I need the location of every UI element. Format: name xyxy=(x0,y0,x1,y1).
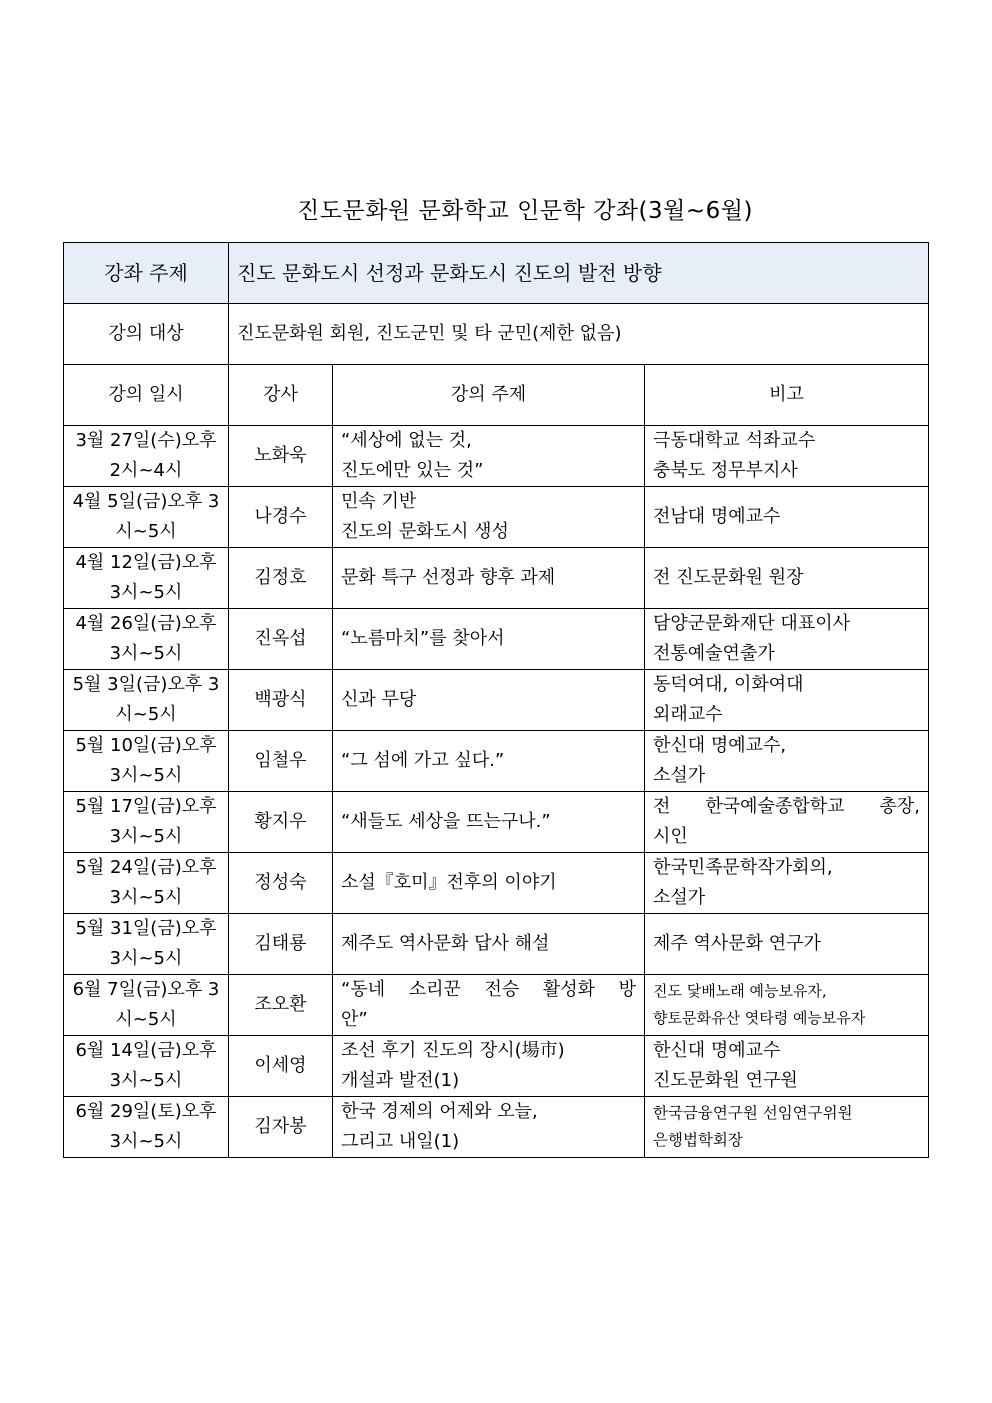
lecture-topic-line: 제주도 역사문화 답사 해설 xyxy=(341,933,550,954)
subject-value: 진도 문화도시 선정과 문화도시 진도의 발전 방향 xyxy=(229,243,929,304)
lecture-date xyxy=(64,1036,229,1097)
lecture-note-line: 전남대 명예교수 xyxy=(653,506,781,527)
lecture-date-day: 4월 26일(금) xyxy=(75,613,182,634)
lecture-date-day: 5월 10일(금) xyxy=(75,735,182,756)
lecturer-name xyxy=(229,1097,333,1158)
table-row xyxy=(64,670,929,731)
lecture-note-line: 극동대학교 석좌교수 xyxy=(653,430,816,451)
lecture-date-time: 오후 3시~5시 xyxy=(109,857,217,908)
lecturer-name-text: 황지우 xyxy=(254,811,307,832)
lecture-topic xyxy=(333,1097,645,1158)
lecture-note-line: 제주 역사문화 연구가 xyxy=(653,933,821,954)
lecture-note xyxy=(645,670,929,731)
lecture-note xyxy=(645,792,929,853)
lecture-date-time: 오후 3시~5시 xyxy=(115,674,220,725)
lecturer-name-text: 정성숙 xyxy=(254,872,307,893)
lecturer-name xyxy=(229,853,333,914)
lecture-date-time: 오후 2시~4시 xyxy=(109,430,217,481)
lecture-date xyxy=(64,426,229,487)
lecture-date xyxy=(64,914,229,975)
lecturer-name xyxy=(229,548,333,609)
lecture-note-line: 충북도 정무부지사 xyxy=(653,460,798,481)
lecturer-name-text: 노화욱 xyxy=(254,445,307,466)
lecturer-name-text: 김태룡 xyxy=(254,933,307,954)
lecture-date xyxy=(64,670,229,731)
lecture-note xyxy=(645,609,929,670)
target-label: 강의 대상 xyxy=(64,304,229,365)
lecturer-name-text: 백광식 xyxy=(254,689,307,710)
lecture-date xyxy=(64,792,229,853)
lecturer-name xyxy=(229,670,333,731)
lecture-topic xyxy=(333,548,645,609)
table-row xyxy=(64,853,929,914)
lecture-topic-line: 개설과 발전(1) xyxy=(341,1070,460,1091)
lecture-topic xyxy=(333,670,645,731)
table-row xyxy=(64,487,929,548)
lecturer-name xyxy=(229,914,333,975)
lecture-topic-line: “세상에 없는 것, xyxy=(341,430,472,451)
lecture-note xyxy=(645,975,929,1036)
lecture-topic xyxy=(333,609,645,670)
lecturer-name-text: 조오환 xyxy=(254,994,307,1015)
table-row xyxy=(64,609,929,670)
lecture-topic-line: “동네 소리꾼 전승 활성화 방 xyxy=(341,979,636,1000)
lecturer-name xyxy=(229,975,333,1036)
lecture-date xyxy=(64,731,229,792)
column-header-row xyxy=(64,365,929,426)
lecture-topic-line: 그리고 내일(1) xyxy=(341,1131,460,1152)
lecture-date-time: 오후 3시~5시 xyxy=(109,1101,217,1152)
table-row xyxy=(64,426,929,487)
lecture-note-line: 전 한국예술종합학교 총장, xyxy=(653,796,921,817)
lecture-date xyxy=(64,487,229,548)
lecture-topic-line: 신과 무당 xyxy=(341,689,417,710)
lecture-note xyxy=(645,426,929,487)
lecture-note-line: 동덕여대, 이화여대 xyxy=(653,674,804,695)
lecture-note-line: 한국금융연구원 선임연구위원 xyxy=(653,1104,853,1122)
lecture-topic-line: “그 섬에 가고 싶다.” xyxy=(341,750,505,771)
target-row xyxy=(64,304,929,365)
page-title: 진도문화원 문화학교 인문학 강좌(3월~6월) xyxy=(297,198,753,224)
lecture-note xyxy=(645,1036,929,1097)
lecture-topic-line: “새들도 세상을 뜨는구나.” xyxy=(341,811,551,832)
lecture-note xyxy=(645,1097,929,1158)
lecture-note xyxy=(645,853,929,914)
lecture-date xyxy=(64,548,229,609)
lecture-date-day: 5월 24일(금) xyxy=(75,857,182,878)
lecture-date-day: 4월 5일(금) xyxy=(72,491,168,512)
lecture-topic-line: 진도의 문화도시 생성 xyxy=(341,521,509,542)
lecture-note-line: 한국민족문학작가회의, xyxy=(653,857,833,878)
lecturer-name xyxy=(229,731,333,792)
lecture-date xyxy=(64,975,229,1036)
lecture-note-line: 외래교수 xyxy=(653,704,723,725)
lecture-topic-line: 안” xyxy=(341,1009,368,1030)
lecturer-name xyxy=(229,609,333,670)
lecture-topic xyxy=(333,731,645,792)
lecture-note-line: 한신대 명예교수, xyxy=(653,735,787,756)
lecturer-name xyxy=(229,792,333,853)
column-header-note: 비고 xyxy=(645,365,929,426)
lecturer-name-text: 진옥섭 xyxy=(254,628,307,649)
lecture-topic xyxy=(333,792,645,853)
lecture-date-time: 오후 3시~5시 xyxy=(109,796,217,847)
lecture-topic-line: 한국 경제의 어제와 오늘, xyxy=(341,1101,538,1122)
lecturer-name-text: 김정호 xyxy=(254,567,307,588)
table-row xyxy=(64,914,929,975)
column-header-date: 강의 일시 xyxy=(64,365,229,426)
lecture-topic-line: 문화 특구 선정과 향후 과제 xyxy=(341,567,556,588)
lecture-note-line: 향토문화유산 엿타령 예능보유자 xyxy=(653,1009,866,1027)
lecture-topic-line: 소설『호미』전후의 이야기 xyxy=(341,872,557,893)
lecture-topic xyxy=(333,426,645,487)
lecture-date-day: 5월 3일(금) xyxy=(72,674,168,695)
table-row xyxy=(64,1036,929,1097)
subject-row xyxy=(64,243,929,304)
lecture-date-time: 오후 3시~5시 xyxy=(115,491,220,542)
lecture-note-line: 한신대 명예교수 xyxy=(653,1040,781,1061)
lecturer-name xyxy=(229,1036,333,1097)
lecture-date-day: 6월 7일(금) xyxy=(72,979,168,1000)
lecture-date xyxy=(64,609,229,670)
lecture-date-day: 3월 27일(수) xyxy=(75,430,182,451)
lecture-topic xyxy=(333,487,645,548)
lecturer-name-text: 임철우 xyxy=(254,750,307,771)
lecture-date-time: 오후 3시~5시 xyxy=(109,552,217,603)
target-value: 진도문화원 회원, 진도군민 및 타 군민(제한 없음) xyxy=(229,304,929,365)
lecture-date-time: 오후 3시~5시 xyxy=(109,735,217,786)
lecture-note xyxy=(645,731,929,792)
lecture-date xyxy=(64,853,229,914)
lecture-date-time: 오후 3시~5시 xyxy=(115,979,220,1030)
lecture-note-line: 진도 닻배노래 예능보유자, xyxy=(653,982,827,1000)
lecture-date-time: 오후 3시~5시 xyxy=(109,1040,217,1091)
lecture-note-line: 소설가 xyxy=(653,887,706,908)
lecture-date-day: 5월 17일(금) xyxy=(75,796,182,817)
lecture-note-line: 전통예술연출가 xyxy=(653,643,775,664)
lecturer-name xyxy=(229,487,333,548)
lecture-topic-line: 진도에만 있는 것” xyxy=(341,460,484,481)
lecture-topic xyxy=(333,975,645,1036)
lecturer-name-text: 김자봉 xyxy=(254,1116,307,1137)
lecture-date xyxy=(64,1097,229,1158)
lecture-note-line: 전 진도문화원 원장 xyxy=(653,567,804,588)
lecture-note-line: 은행법학회장 xyxy=(653,1131,743,1149)
lecture-topic-line: 조선 후기 진도의 장시(場市) xyxy=(341,1040,565,1061)
lecture-note-line: 진도문화원 연구원 xyxy=(653,1070,798,1091)
lecture-date-time: 오후 3시~5시 xyxy=(109,918,217,969)
lecture-note xyxy=(645,548,929,609)
table-row xyxy=(64,975,929,1036)
lecture-note-line: 담양군문화재단 대표이사 xyxy=(653,613,850,634)
table-row xyxy=(64,1097,929,1158)
column-header-topic: 강의 주제 xyxy=(333,365,645,426)
lecture-note-line: 소설가 xyxy=(653,765,706,786)
lecture-note xyxy=(645,914,929,975)
table-row xyxy=(64,731,929,792)
lecture-note xyxy=(645,487,929,548)
table-row xyxy=(64,548,929,609)
lecture-topic-line: “노름마치”를 찾아서 xyxy=(341,628,505,649)
lecture-topic xyxy=(333,914,645,975)
lecture-date-time: 오후 3시~5시 xyxy=(109,613,217,664)
lecture-date-day: 6월 29일(토) xyxy=(75,1101,182,1122)
lecture-topic xyxy=(333,1036,645,1097)
subject-label: 강좌 주제 xyxy=(64,243,229,304)
lecturer-name xyxy=(229,426,333,487)
lecture-table xyxy=(63,242,929,1158)
lecture-topic xyxy=(333,853,645,914)
table-row xyxy=(64,792,929,853)
lecture-date-day: 4월 12일(금) xyxy=(75,552,182,573)
lecturer-name-text: 이세영 xyxy=(254,1055,307,1076)
column-header-lecturer: 강사 xyxy=(229,365,333,426)
lecture-note-line: 시인 xyxy=(653,826,688,847)
lecture-topic-line: 민속 기반 xyxy=(341,491,417,512)
lecturer-name-text: 나경수 xyxy=(254,506,307,527)
lecture-date-day: 5월 31일(금) xyxy=(75,918,182,939)
lecture-date-day: 6월 14일(금) xyxy=(75,1040,182,1061)
